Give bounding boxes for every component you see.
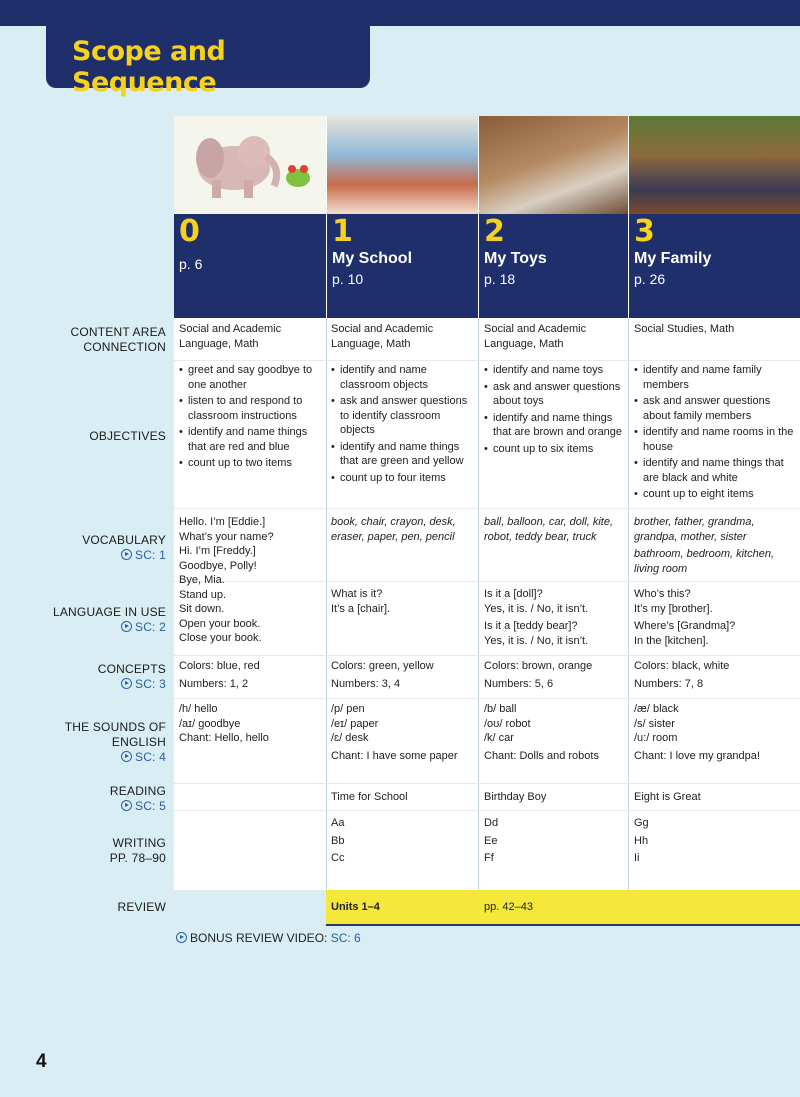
play-icon <box>121 621 132 632</box>
unit2-objectives <box>484 363 626 458</box>
unit2-page: p. 18 <box>484 271 516 287</box>
column-divider <box>628 318 629 890</box>
objective-item: • greet and say goodbye to one another <box>179 363 323 392</box>
row-label-content-area: CONTENT AREA CONNECTION <box>70 325 166 354</box>
objective-item: • identify and name rooms in the house <box>634 425 796 454</box>
unit3-page: p. 26 <box>634 271 666 287</box>
objective-item: • ask and answer questions about toys <box>484 380 626 409</box>
objective-item: • ask and answer questions to identify classroom objects <box>331 394 475 438</box>
row-label-review: REVIEW <box>117 900 166 914</box>
row-label-reading: READING SC: 5 <box>109 784 166 813</box>
unit2-number: 2 <box>484 214 505 249</box>
row-label-sounds: THE SOUNDS OF ENGLISH SC: 4 <box>64 720 166 764</box>
concepts-sc-link[interactable]: SC: 3 <box>98 677 166 692</box>
unit2-sounds: /b/ ball /oʊ/ robot /k/ car Chant: Dolls and robots <box>484 703 599 762</box>
unit0-content-area: Social and Academic Language, Math <box>179 323 282 350</box>
unit1-vocabulary: book, chair, crayon, desk, eraser, paper, pen, pencil <box>331 516 456 543</box>
unit1-sounds: /p/ pen /eɪ/ paper /ɛ/ desk Chant: I have some paper <box>331 703 458 762</box>
row-divider <box>174 655 800 656</box>
unit1-content-area: Social and Academic Language, Math <box>331 323 434 350</box>
unit3-language: Who’s this? It’s my [brother]. Where’s [Grandma]? In the [kitchen]. <box>634 588 736 647</box>
play-icon <box>121 549 132 560</box>
unit2-image <box>479 116 628 214</box>
unit0-sounds: /h/ hello /aɪ/ goodbye Chant: Hello, hello <box>179 703 269 744</box>
unit2-content-area: Social and Academic Language, Math <box>484 323 587 350</box>
row-label-objectives: OBJECTIVES <box>89 429 166 443</box>
unit0-objectives <box>179 363 323 473</box>
unit0-vocabulary-language: Hello. I’m [Eddie.] What’s your name? Hi. I’m [Freddy.] Goodbye, Polly! Bye, Mia. Stand up. Sit down. Open your book. Close your book. <box>179 516 274 644</box>
unit1-objectives <box>331 363 475 487</box>
objective-item: • identify and name classroom objects <box>331 363 475 392</box>
unit2-concepts: Colors: brown, orange Numbers: 5, 6 <box>484 660 593 690</box>
objective-item: • listen to and respond to classroom instructions <box>179 394 323 423</box>
objective-item: • identify and name things that are red and blue <box>179 425 323 454</box>
unit3-header <box>629 214 800 318</box>
row-divider <box>174 508 800 509</box>
play-icon <box>121 751 132 762</box>
unit1-number: 1 <box>332 214 353 249</box>
row-divider <box>174 360 800 361</box>
objective-item: • identify and name toys <box>484 363 626 378</box>
unit1-writing: Aa Bb Cc <box>331 817 345 864</box>
review-units: Units 1–4 <box>331 901 380 913</box>
page-number: 4 <box>36 1051 47 1072</box>
objective-item: • ask and answer questions about family members <box>634 394 796 423</box>
objective-item: • count up to eight items <box>634 487 796 502</box>
row-divider <box>174 783 800 784</box>
language-sc-link[interactable]: SC: 2 <box>53 620 166 635</box>
play-icon <box>121 800 132 811</box>
column-divider <box>478 318 479 890</box>
row-label-writing: WRITING PP. 78–90 <box>109 836 166 865</box>
reading-sc-link[interactable]: SC: 5 <box>110 799 166 814</box>
objective-item: • identify and name things that are black and white <box>634 456 796 485</box>
unit3-concepts: Colors: black, white Numbers: 7, 8 <box>634 660 730 690</box>
objective-item: • identify and name things that are green and yellow <box>331 440 475 469</box>
unit2-vocabulary: ball, balloon, car, doll, kite, robot, teddy bear, truck <box>484 516 614 543</box>
unit1-reading: Time for School <box>331 791 408 803</box>
objective-item: • count up to two items <box>179 456 323 471</box>
unit3-content-area: Social Studies, Math <box>634 323 735 335</box>
unit1-page: p. 10 <box>332 271 364 287</box>
objective-item: • count up to four items <box>331 471 475 486</box>
sounds-sc-link[interactable]: SC: 4 <box>65 750 166 765</box>
unit3-vocabulary: brother, father, grandma, grandpa, mother, sister bathroom, bedroom, kitchen, living room <box>634 516 775 575</box>
unit1-header <box>327 214 478 318</box>
unit1-title: My School <box>332 250 413 267</box>
row-label-language-in-use: LANGUAGE IN USE SC: 2 <box>52 605 166 634</box>
unit2-language: Is it a [doll]? Yes, it is. / No, it isn’t. Is it a [teddy bear]? Yes, it is. / No, it isn’t. <box>484 588 589 647</box>
review-pages: pp. 42–43 <box>484 901 533 913</box>
row-label-vocabulary: VOCABULARY SC: 1 <box>82 533 166 562</box>
unit1-concepts: Colors: green, yellow Numbers: 3, 4 <box>331 660 434 690</box>
row-divider <box>174 698 800 699</box>
objective-item: • identify and name family members <box>634 363 796 392</box>
unit3-title: My Family <box>634 250 712 267</box>
unit3-writing: Gg Hh Ii <box>634 817 649 864</box>
unit1-image <box>327 116 478 214</box>
column-divider <box>326 318 327 890</box>
unit3-reading: Eight is Great <box>634 791 701 803</box>
unit3-image <box>629 116 800 214</box>
unit0-page: p. 6 <box>179 256 203 272</box>
objective-item: • identify and name things that are brown and orange <box>484 411 626 440</box>
unit2-writing: Dd Ee Ff <box>484 817 499 864</box>
unit0-number: 0 <box>179 214 200 249</box>
play-icon <box>176 932 187 943</box>
play-icon <box>121 678 132 689</box>
unit2-reading: Birthday Boy <box>484 791 547 803</box>
unit3-objectives <box>634 363 796 504</box>
vocabulary-sc-link[interactable]: SC: 1 <box>82 548 166 563</box>
unit3-sounds: /æ/ black /s/ sister /u:/ room Chant: I love my grandpa! <box>634 703 760 762</box>
unit1-language: What is it? It’s a [chair]. <box>331 588 391 615</box>
unit0-header <box>174 214 326 318</box>
unit0-image <box>174 116 326 214</box>
row-label-concepts: CONCEPTS SC: 3 <box>97 662 166 691</box>
title-tab <box>46 22 370 98</box>
review-bar <box>326 890 800 926</box>
unit3-number: 3 <box>634 214 655 249</box>
unit2-title: My Toys <box>484 250 547 267</box>
bonus-review-video[interactable]: BONUS REVIEW VIDEO: SC: 6 <box>176 931 361 946</box>
page-title: Scope and Sequence <box>72 36 226 98</box>
unit2-header <box>479 214 628 318</box>
row-divider <box>174 810 800 811</box>
unit0-concepts: Colors: blue, red Numbers: 1, 2 <box>179 660 260 690</box>
objective-item: • count up to six items <box>484 442 626 457</box>
